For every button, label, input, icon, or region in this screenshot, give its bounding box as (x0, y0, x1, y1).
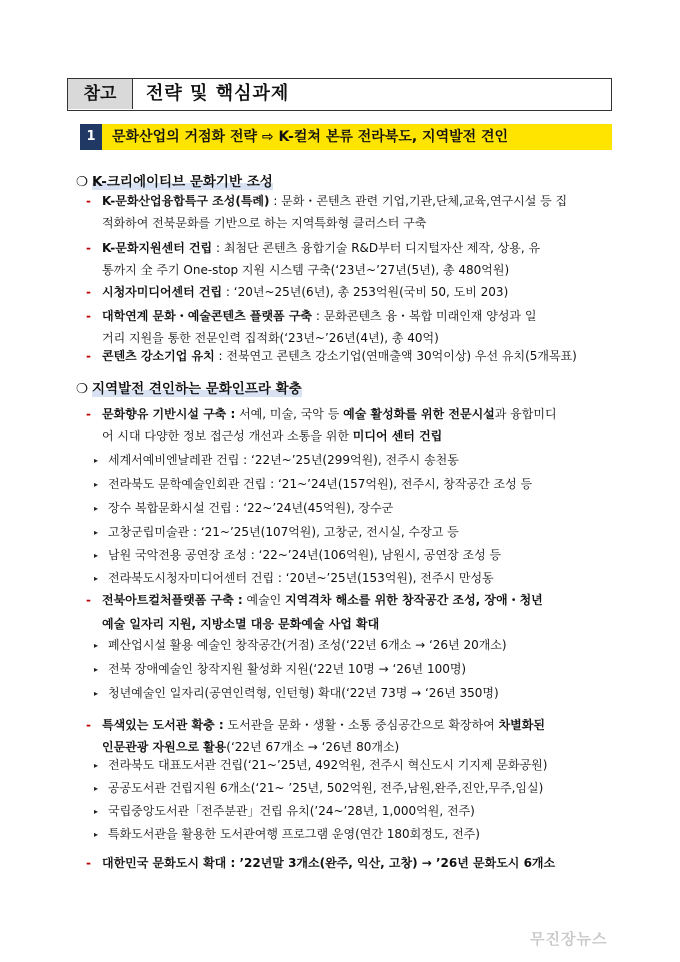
item-text: : 문화콘텐츠 융・복합 미래인재 양성과 일 (312, 309, 537, 323)
section1-heading (76, 170, 273, 190)
sub-item-text: 전북 장애예술인 창작지원 활성화 지원(‘22년 10명 → ‘26년 100명) (108, 662, 467, 676)
triangle-bullet-icon: ▸ (94, 574, 99, 583)
sub-item (94, 451, 459, 468)
sub-item-text: 특화도서관을 활용한 도서관여행 프로그램 운영(연간 180회정도, 전주) (108, 827, 480, 841)
item-head: 대한민국 문화도시 확대 : (102, 856, 236, 870)
sub-item (94, 684, 499, 701)
item-text-cont: 적화하여 전북문화를 기반으로 하는 지역특화형 클러스터 구축 (102, 216, 427, 230)
sub-item (94, 756, 547, 773)
sub-item-text: 전라북도시청자미디어센터 건립 : ‘20년~’25년(153억원), 전주시 만성동 (108, 571, 494, 585)
sub-item-text: 전라북도 문학예술인회관 건립 : ‘21~’24년(157억원), 전주시, 창작공간 조성 등 (108, 477, 533, 491)
triangle-bullet-icon: ▸ (94, 551, 99, 560)
header-tag: 참고 (68, 79, 133, 109)
item-head: 대학연계 문화・예술콘텐츠 플랫폼 구축 (102, 309, 313, 323)
sub-item (94, 475, 532, 492)
triangle-bullet-icon: ▸ (94, 665, 99, 674)
sub-item-text: 세계서예비엔날레관 건립 : ‘22년~’25년(299억원), 전주시 송천동 (108, 453, 459, 467)
triangle-bullet-icon: ▸ (94, 761, 99, 770)
item-text: 도서관을 문화・생활・소통 중심공간으로 확장하여 (223, 718, 499, 732)
dash-bullet-icon: - (86, 718, 91, 732)
triangle-bullet-icon: ▸ (94, 480, 99, 489)
sub-item (94, 499, 393, 516)
item-head: K-문화지원센터 건립 (102, 241, 213, 255)
sub-item-text: 폐산업시설 활용 예술인 창작공간(거점) 조성(‘22년 6개소 → ‘26년 20개소) (108, 638, 507, 652)
dash-bullet-icon: - (86, 285, 91, 299)
triangle-bullet-icon: ▸ (94, 641, 99, 650)
triangle-bullet-icon: ▸ (94, 528, 99, 537)
dash-bullet-icon: - (86, 241, 91, 255)
sub-item (94, 802, 475, 819)
item-emphasis: 차별화된 (498, 718, 545, 732)
item-emphasis: 미디어 센터 건립 (352, 429, 443, 443)
header-box (67, 78, 612, 111)
item-text: 서예, 미술, 국악 등 (235, 407, 344, 421)
triangle-bullet-icon: ▸ (94, 689, 99, 698)
triangle-bullet-icon: ▸ (94, 456, 99, 465)
item-emphasis: 인문관광 자원으로 활용 (102, 740, 227, 754)
item-head: K-문화산업융합특구 조성(특례) (102, 194, 270, 208)
item-text-cont: 어 시대 다양한 정보 접근성 개선과 소통을 위한 (102, 429, 353, 443)
dash-bullet-icon: - (86, 407, 91, 421)
header-title: 전략 및 핵심과제 (146, 83, 290, 104)
item-head: 특색있는 도서관 확충 : (102, 718, 224, 732)
item-emphasis: 예술 일자리 지원, 지방소멸 대응 문화예술 사업 확대 (102, 617, 380, 631)
item-head: 전북아트컬처플랫폼 구축 : (102, 593, 243, 607)
dash-bullet-icon: - (86, 194, 91, 208)
strategy-bar (80, 124, 612, 150)
item-text: 과 융합미디 (494, 407, 557, 421)
circle-bullet-icon: ❍ (76, 174, 89, 190)
strategy-title: 문화산업의 거점화 전략 ⇨ K-컬쳐 본류 전라북도, 지역발전 견인 (112, 129, 509, 145)
dash-bullet-icon: - (86, 856, 91, 870)
sub-item (94, 569, 494, 586)
item-text: 예술인 (242, 593, 286, 607)
sub-item (94, 825, 480, 842)
sub-item-text: 장수 복합문화시설 건립 : ‘22~’24년(45억원), 장수군 (108, 501, 394, 515)
item-text: : ‘20년~25년(6년), 총 253억원(국비 50, 도비 203) (222, 285, 509, 299)
sub-item (94, 636, 507, 653)
sub-item (94, 546, 501, 563)
sub-item (94, 523, 459, 540)
triangle-bullet-icon: ▸ (94, 504, 99, 513)
item-emphasis: ’22년말 3개소(완주, 익산, 고창) → ’26년 문화도시 6개소 (235, 856, 556, 870)
strategy-number: 1 (80, 124, 102, 150)
item-head: 문화향유 기반시설 구축 : (102, 407, 236, 421)
item-emphasis: 예술 활성화를 위한 전문시설 (343, 407, 495, 421)
sub-item-text: 국립중앙도서관「전주분관」건립 유치(’24~’28년, 1,000억원, 전주) (108, 804, 475, 818)
section2-heading (76, 377, 302, 397)
item-text: : 최첨단 콘텐츠 융합기술 R&D부터 디지털자산 제작, 상용, 유 (212, 241, 541, 255)
item-text-cont: 거리 지원을 통한 전문인력 집적화(‘23년~’26년(4년), 총 40억) (102, 331, 439, 345)
sub-item-text: 고창군립미술관 : ‘21~’25년(107억원), 고창군, 전시실, 수장고 등 (108, 525, 459, 539)
watermark-logo: 무진장뉴스 (530, 930, 608, 948)
sub-item (94, 779, 543, 796)
item-head: 시청자미디어센터 건립 (102, 285, 223, 299)
item-head: 콘텐츠 강소기업 유치 (102, 349, 215, 363)
section1-title: K-크리에이티브 문화기반 조성 (92, 174, 273, 190)
triangle-bullet-icon: ▸ (94, 830, 99, 839)
triangle-bullet-icon: ▸ (94, 784, 99, 793)
item-text-cont: (‘22년 67개소 → ‘26년 80개소) (226, 740, 400, 754)
item-text: : 전북연고 콘텐츠 강소기업(연매출액 30억이상) 우선 유치(5개목표) (214, 349, 577, 363)
section2-title: 지역발전 견인하는 문화인프라 확충 (92, 381, 302, 397)
dash-bullet-icon: - (86, 309, 91, 323)
sub-item (94, 660, 466, 677)
item-emphasis: 지역격차 해소를 위한 창작공간 조성, 장애・청년 (285, 593, 543, 607)
dash-bullet-icon: - (86, 349, 91, 363)
sub-item-text: 전라북도 대표도서관 건립(‘21~’25년, 492억원, 전주시 혁신도시 기지제 문화공원) (108, 758, 548, 772)
dash-bullet-icon: - (86, 593, 91, 607)
circle-bullet-icon: ❍ (76, 381, 89, 397)
sub-item-text: 공공도서관 건립지원 6개소(‘21~ ’25년, 502억원, 전주,남원,완주,진안,무주,임실) (108, 781, 544, 795)
sub-item-text: 남원 국악전용 공연장 조성 : ‘22~’24년(106억원), 남원시, 공연장 조성 등 (108, 548, 502, 562)
triangle-bullet-icon: ▸ (94, 807, 99, 816)
sub-item-text: 청년예술인 일자리(공연인력형, 인턴형) 확대(‘22년 73명 → ‘26년 350명) (108, 686, 499, 700)
item-text: : 문화・콘텐츠 관련 기업,기관,단체,교육,연구시설 등 집 (269, 194, 568, 208)
item-text-cont: 통까지 全 주기 One-stop 지원 시스템 구축(‘23년~’27년(5년), 총 480억원) (102, 263, 510, 277)
